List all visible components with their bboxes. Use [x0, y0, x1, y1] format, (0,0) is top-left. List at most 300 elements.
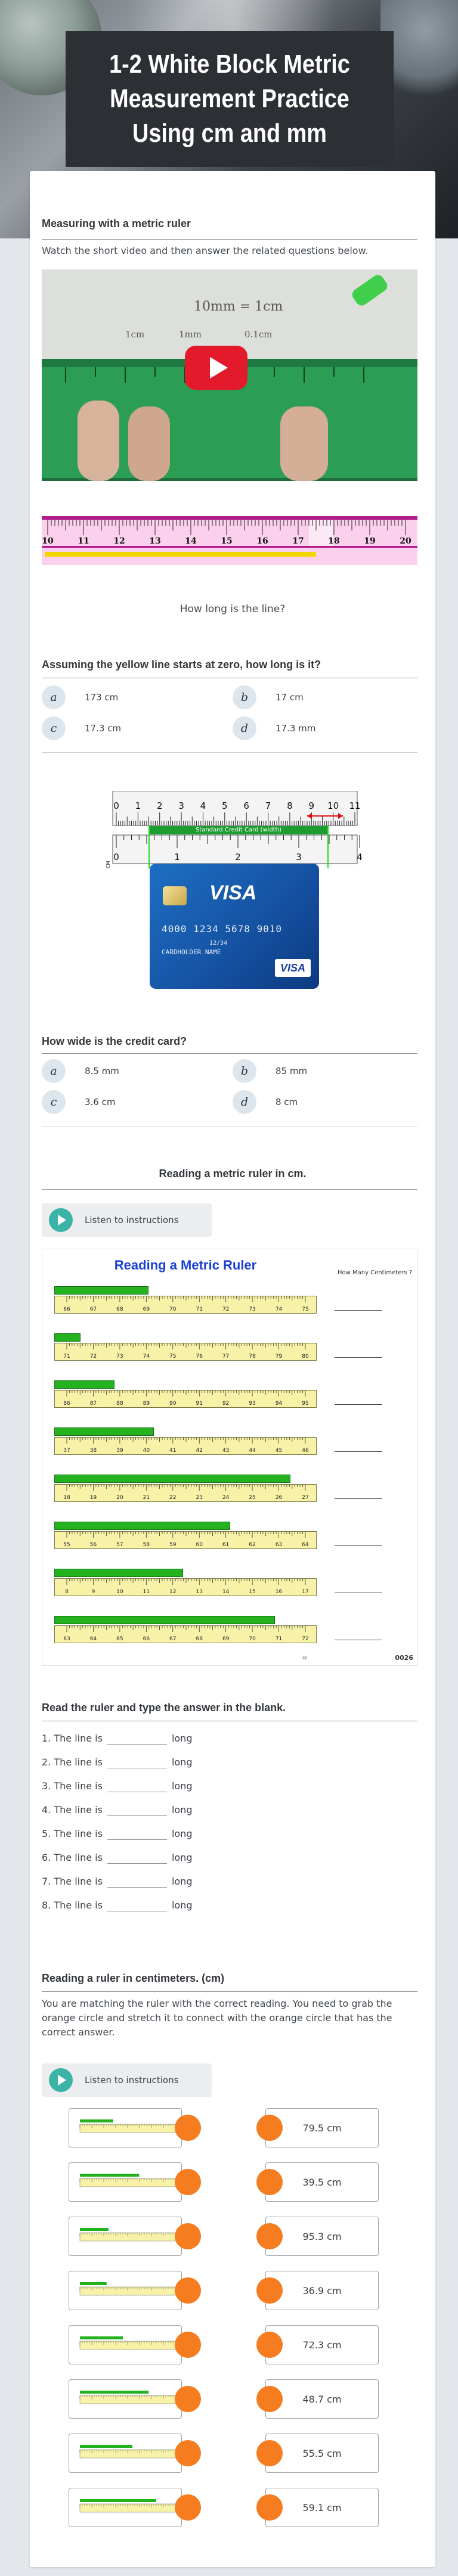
option-b[interactable] [233, 684, 411, 710]
divider [42, 752, 417, 753]
play-button[interactable] [185, 346, 247, 390]
mini-green-line [80, 2174, 139, 2177]
pink-ruler-image [42, 514, 417, 567]
answer-label: 79.5 cm [302, 2122, 342, 2134]
option-letter: d [233, 716, 256, 740]
mini-green-line [80, 2119, 113, 2122]
tick-label: 66 [63, 1306, 70, 1312]
ruler-tick-label: 19 [364, 536, 376, 546]
cm-label: CM [106, 861, 111, 868]
title-banner [66, 31, 394, 167]
tick-label: 22 [169, 1495, 177, 1501]
drop-target-right[interactable] [256, 2494, 283, 2521]
section3-heading: Reading a metric ruler in cm. [159, 1168, 307, 1180]
tick-label: 14 [222, 1589, 230, 1595]
tick-label: 58 [143, 1542, 150, 1548]
tick-label: 94 [275, 1401, 283, 1407]
fill-row-suffix: long [171, 1732, 193, 1744]
drop-target-right[interactable] [256, 2115, 283, 2141]
play-icon [49, 1208, 73, 1232]
drop-target-right[interactable] [256, 2169, 283, 2195]
answer-blank-input[interactable] [107, 1874, 167, 1888]
ruler-tick-label: 15 [221, 536, 233, 546]
drag-handle-left[interactable] [175, 2440, 201, 2466]
fill-row [42, 1753, 280, 1771]
mini-green-line [80, 2228, 109, 2231]
answer-blank-input[interactable] [107, 1827, 167, 1840]
card-holder: CARDHOLDER NAME [162, 948, 221, 956]
tick-label: 87 [89, 1401, 97, 1407]
inch-tick-label: 3 [296, 852, 302, 862]
answer-blank-input[interactable] [107, 1755, 167, 1768]
tick-label: 70 [169, 1306, 177, 1312]
tick-label: 59 [169, 1542, 177, 1548]
drag-handle-left[interactable] [175, 2386, 201, 2412]
mini-green-line [80, 2499, 156, 2502]
tick-label: 8 [65, 1589, 69, 1595]
ruler-tick-label: 10 [42, 536, 54, 546]
ruler-top-edge [42, 516, 417, 520]
fill-row [42, 1824, 280, 1842]
fill-row-suffix: long [171, 1780, 193, 1792]
option-c[interactable] [42, 715, 221, 741]
tick-label: 65 [116, 1636, 123, 1642]
credit-card [150, 864, 319, 989]
worksheet-ruler-row [54, 1380, 412, 1416]
tick-label: 70 [249, 1636, 256, 1642]
video-text-decimal: 0.1cm [245, 329, 273, 340]
tick-label: 41 [169, 1448, 177, 1454]
worksheet-ruler-row [54, 1427, 412, 1463]
ruler-tick-label: 14 [185, 536, 197, 546]
worksheet-ruler-row [54, 1286, 412, 1322]
inch-tick-label: 1 [174, 852, 180, 862]
tick-label: 12 [169, 1589, 177, 1595]
tick-label: 73 [249, 1306, 256, 1312]
option-text: 17.3 cm [85, 722, 122, 734]
ruler-ticks [55, 1296, 317, 1314]
green-line [54, 1427, 154, 1436]
cm-tick-label: 7 [265, 800, 271, 811]
tick-label: 78 [249, 1354, 256, 1360]
answer-options-q2 [42, 1057, 417, 1123]
mini-green-line [80, 2282, 107, 2285]
fill-row-prefix: 6. The line is [42, 1851, 103, 1863]
fill-row-prefix: 1. The line is [42, 1732, 103, 1744]
tick-label: 37 [63, 1448, 70, 1454]
tick-label: 23 [196, 1495, 203, 1501]
yellow-line [45, 552, 316, 557]
section-heading-measuring: Measuring with a metric ruler [42, 218, 191, 229]
mini-ruler [74, 2442, 181, 2466]
drop-target-right[interactable] [256, 2386, 283, 2412]
question-prompt: How long is the line? [180, 603, 286, 615]
tick-label: 72 [222, 1306, 230, 1312]
ruler-tick-label: 11 [78, 536, 89, 546]
option-letter: c [42, 1090, 66, 1114]
worksheet-ruler-row [54, 1333, 412, 1369]
tick-label: 60 [196, 1542, 203, 1548]
tick-label: 73 [116, 1354, 123, 1360]
worksheet-image [42, 1249, 417, 1666]
tick-label: 79 [275, 1354, 283, 1360]
tick-label: 62 [249, 1542, 256, 1548]
option-letter: a [42, 1059, 66, 1083]
fill-row-prefix: 7. The line is [42, 1875, 103, 1887]
answer-blank-input[interactable] [107, 1731, 167, 1745]
ruler-bottom-edge [42, 546, 417, 548]
listen-button-2[interactable] [42, 2063, 212, 2097]
drag-handle-left[interactable] [175, 2332, 201, 2358]
yellow-ruler [54, 1578, 317, 1596]
cm-ruler-body [113, 791, 357, 825]
worksheet-footer-left: cc [302, 1655, 308, 1661]
option-text: 85 mm [276, 1065, 308, 1076]
fill-row [42, 1896, 280, 1914]
tick-label: 64 [89, 1636, 97, 1642]
tick-label: 18 [63, 1495, 70, 1501]
tick-label: 92 [222, 1401, 230, 1407]
inch-tick-label: 4 [357, 852, 363, 862]
ruler-tick-label: 18 [328, 536, 340, 546]
light-streak [131, 0, 334, 36]
tick-label: 26 [275, 1495, 283, 1501]
tick-label: 93 [249, 1401, 256, 1407]
chip-icon [163, 886, 187, 905]
tick-label: 63 [275, 1542, 283, 1548]
tick-label: 45 [275, 1448, 283, 1454]
ruler-card [69, 2434, 182, 2473]
cm-tick-label: 3 [178, 800, 184, 811]
ruler-tick-label: 20 [400, 536, 411, 546]
ruler-tick-label: 16 [256, 536, 268, 546]
tick-label: 91 [196, 1401, 203, 1407]
worksheet-ruler-row [54, 1475, 412, 1510]
option-text: 173 cm [85, 691, 119, 703]
drag-handle-left[interactable] [175, 2169, 201, 2195]
answer-label: 36.9 cm [302, 2285, 342, 2296]
tick-label: 63 [63, 1636, 70, 1642]
tick-label: 17 [302, 1589, 309, 1595]
worksheet-side-label: How Many Centimeters ? [338, 1270, 413, 1276]
divider [42, 1053, 417, 1054]
tick-label: 89 [143, 1401, 150, 1407]
mini-ruler [74, 2497, 181, 2521]
option-text: 17 cm [276, 691, 304, 703]
ruler-ticks [55, 1579, 317, 1597]
worksheet-answer-line [335, 1357, 382, 1358]
tick-label: 16 [275, 1589, 283, 1595]
worksheet-answer-line [335, 1451, 382, 1452]
inch-tick-label: 0 [113, 852, 119, 862]
drag-handle-left[interactable] [175, 2494, 201, 2521]
worksheet-answer-line [335, 1310, 382, 1311]
inch-tick-label: 2 [235, 852, 241, 862]
tick-label: 71 [63, 1354, 70, 1360]
tick-label: 13 [196, 1589, 203, 1595]
yellow-ruler [54, 1625, 317, 1643]
visa-logo: VISA [209, 882, 257, 904]
card-width-banner: Standard Credit Card (width) [150, 826, 327, 834]
video-text-cm: 1cm [125, 329, 145, 340]
option-text: 17.3 mm [276, 722, 316, 734]
matching-instruction: You are matching the ruler with the correct reading. You need to grab the orange circle and stretch it to connect with the orange circle that has the correct answer. [42, 1998, 392, 2038]
cm-tick-label: 11 [349, 800, 361, 811]
ruler-card [69, 2108, 182, 2147]
credit-card-image [92, 791, 367, 994]
green-line [54, 1475, 290, 1483]
cm-tick-label: 1 [135, 800, 141, 811]
green-line [54, 1616, 275, 1624]
mini-ruler [74, 2280, 181, 2304]
worksheet-ruler-row [54, 1569, 412, 1604]
fill-row-suffix: long [171, 1804, 193, 1815]
drop-target-right[interactable] [256, 2332, 283, 2358]
answer-label: 55.5 cm [302, 2447, 342, 2459]
worksheet-ruler-row [54, 1522, 412, 1557]
cm-tick-label: 8 [287, 800, 293, 811]
fill-row [42, 1729, 280, 1747]
tick-label: 71 [196, 1306, 203, 1312]
worksheet-answer-line [335, 1498, 382, 1499]
tick-label: 42 [196, 1448, 203, 1454]
mini-ruler [74, 2334, 181, 2358]
worksheet-answer-line [335, 1545, 382, 1546]
tick-label: 57 [116, 1542, 123, 1548]
video-instruction: Watch the short video and then answer the related questions below. [42, 245, 369, 256]
tick-label: 71 [275, 1636, 283, 1642]
answer-blank-input[interactable] [107, 1803, 167, 1816]
tick-label: 67 [89, 1306, 97, 1312]
tick-label: 61 [222, 1542, 230, 1548]
option-letter: b [233, 685, 256, 709]
divider [42, 1991, 417, 1992]
option-letter: b [233, 1059, 256, 1083]
mini-ruler [74, 2388, 181, 2412]
yellow-ruler [54, 1296, 317, 1314]
mini-ruler [74, 2117, 181, 2141]
option-d[interactable] [233, 715, 411, 741]
fill-row [42, 1848, 280, 1866]
drag-handle-left[interactable] [175, 2115, 201, 2141]
section5-heading: Reading a ruler in centimeters. (cm) [42, 1972, 225, 1984]
yellow-ruler [54, 1343, 317, 1361]
answer-options-q1 [42, 684, 417, 749]
tick-label: 72 [302, 1636, 309, 1642]
fill-row-prefix: 3. The line is [42, 1780, 103, 1792]
ruler-ticks [55, 1391, 317, 1408]
option-text: 8 cm [276, 1096, 298, 1107]
fill-row-prefix: 5. The line is [42, 1827, 103, 1839]
card-number: 4000 1234 5678 9010 [162, 923, 283, 935]
tick-label: 76 [196, 1354, 203, 1360]
answer-label: 95.3 cm [302, 2230, 342, 2242]
green-line [54, 1286, 148, 1295]
fill-row-prefix: 4. The line is [42, 1804, 103, 1815]
ruler-ticks [55, 1626, 317, 1644]
play-icon [49, 2068, 73, 2092]
fill-row-suffix: long [171, 1875, 193, 1887]
worksheet-answer-line [335, 1404, 382, 1405]
ruler-card [69, 2325, 182, 2364]
tick-label: 19 [89, 1495, 97, 1501]
tick-label: 21 [143, 1495, 150, 1501]
tick-label: 72 [89, 1354, 97, 1360]
card-valid: 12/34 [209, 940, 228, 946]
mini-ruler [74, 2226, 181, 2249]
tick-label: 40 [143, 1448, 150, 1454]
green-line [54, 1522, 230, 1530]
ruler-tick-label: 12 [113, 536, 125, 546]
answer-label: 59.1 cm [302, 2501, 342, 2513]
tick-label: 77 [222, 1354, 230, 1360]
tick-label: 67 [169, 1636, 177, 1642]
divider [42, 1189, 417, 1190]
tick-label: 24 [222, 1495, 230, 1501]
drag-handle-left[interactable] [175, 2277, 201, 2304]
tick-label: 46 [302, 1448, 309, 1454]
fill-row-suffix: long [171, 1756, 193, 1768]
tick-label: 69 [143, 1306, 150, 1312]
tick-label: 55 [63, 1542, 70, 1548]
option-letter: d [233, 1090, 256, 1114]
tick-label: 44 [249, 1448, 256, 1454]
ruler-ticks [55, 1438, 317, 1455]
listen-button-1[interactable] [42, 1203, 212, 1237]
content-card [30, 171, 435, 2567]
cm-tick-label: 2 [156, 800, 163, 811]
question1-heading: Assuming the yellow line starts at zero, how long is it? [42, 659, 321, 671]
option-c[interactable] [42, 1088, 221, 1115]
tick-label: 90 [169, 1401, 177, 1407]
cm-tick-label: 9 [308, 800, 315, 811]
ruler-tick-label: 13 [149, 536, 161, 546]
tick-label: 68 [116, 1306, 123, 1312]
listen-label: Listen to instructions [85, 2075, 179, 2085]
divider [42, 239, 417, 240]
fill-row [42, 1801, 280, 1818]
drop-target-right[interactable] [256, 2440, 283, 2466]
tick-label: 69 [222, 1636, 230, 1642]
cm-tick-label: 0 [113, 800, 119, 811]
tick-label: 20 [116, 1495, 123, 1501]
tick-label: 9 [91, 1589, 95, 1595]
tick-label: 64 [302, 1542, 309, 1548]
yellow-ruler [54, 1390, 317, 1408]
answer-label: 72.3 cm [302, 2339, 342, 2351]
cm-tick-label: 10 [327, 800, 339, 811]
yellow-ruler [54, 1484, 317, 1502]
answer-blank-input[interactable] [107, 1779, 167, 1792]
drop-target-right[interactable] [256, 2223, 283, 2249]
cm-tick-label: 6 [243, 800, 249, 811]
fill-row-prefix: 2. The line is [42, 1756, 103, 1768]
answer-blank-input[interactable] [107, 1851, 167, 1864]
mini-green-line [80, 2445, 132, 2448]
ruler-ticks [55, 1343, 317, 1361]
green-line [54, 1569, 183, 1577]
tick-label: 75 [302, 1306, 309, 1312]
page-title: 1-2 White Block Metric Measurement Practice Using cm and mm [109, 49, 350, 148]
answer-label: 39.5 cm [302, 2176, 342, 2188]
tick-label: 95 [302, 1401, 309, 1407]
tick-label: 74 [275, 1306, 283, 1312]
tick-label: 27 [302, 1495, 309, 1501]
worksheet-ruler-row [54, 1616, 412, 1652]
tick-label: 75 [169, 1354, 177, 1360]
listen-label: Listen to instructions [85, 1215, 179, 1225]
option-text: 3.6 cm [85, 1096, 116, 1107]
tick-label: 15 [249, 1589, 256, 1595]
question2-heading: How wide is the credit card? [42, 1035, 187, 1047]
option-b[interactable] [233, 1057, 411, 1084]
fill-row [42, 1872, 280, 1890]
yellow-ruler [54, 1531, 317, 1549]
option-a[interactable] [42, 684, 221, 710]
ruler-card [69, 2271, 182, 2310]
worksheet-footer-right: 0026 [395, 1654, 413, 1662]
option-text: 8.5 mm [85, 1065, 119, 1076]
tick-label: 80 [302, 1354, 309, 1360]
tick-label: 68 [196, 1636, 203, 1642]
visa-small-logo: VISA [275, 959, 311, 977]
tick-label: 43 [222, 1448, 230, 1454]
ruler-ticks [55, 1485, 317, 1503]
drop-target-right[interactable] [256, 2277, 283, 2304]
mini-green-line [80, 2336, 123, 2339]
fill-row [42, 1777, 280, 1795]
ruler-card [69, 2379, 182, 2419]
cm-tick-label: 5 [222, 800, 228, 811]
fill-row-prefix: 8. The line is [42, 1899, 103, 1911]
tick-label: 25 [249, 1495, 256, 1501]
option-a[interactable] [42, 1057, 221, 1084]
video-text-equation: 10mm = 1cm [194, 299, 283, 314]
tick-label: 39 [116, 1448, 123, 1454]
fill-row-suffix: long [171, 1851, 193, 1863]
mini-ruler [74, 2171, 181, 2195]
green-line [54, 1380, 114, 1389]
ruler-tick-label: 17 [292, 536, 304, 546]
video-player[interactable] [42, 269, 417, 481]
ruler-card [69, 2217, 182, 2256]
answer-blank-input[interactable] [107, 1898, 167, 1911]
video-text-mm: 1mm [179, 329, 202, 340]
cm-tick-label: 4 [200, 800, 206, 811]
yellow-ruler [54, 1437, 317, 1455]
option-d[interactable] [233, 1088, 411, 1115]
answer-label: 48.7 cm [302, 2393, 342, 2405]
tick-label: 10 [116, 1589, 123, 1595]
drag-handle-left[interactable] [175, 2223, 201, 2249]
ruler-card [69, 2162, 182, 2202]
section4-heading: Read the ruler and type the answer in the blank. [42, 1702, 286, 1714]
tick-label: 38 [89, 1448, 97, 1454]
worksheet-title: Reading a Metric Ruler [114, 1258, 257, 1273]
ruler-ticks [55, 1532, 317, 1550]
fill-row-suffix: long [171, 1827, 193, 1839]
mini-green-line [80, 2391, 148, 2394]
tick-label: 66 [143, 1636, 150, 1642]
tick-label: 11 [143, 1589, 150, 1595]
tick-label: 56 [89, 1542, 97, 1548]
option-letter: c [42, 716, 66, 740]
tick-label: 74 [143, 1354, 150, 1360]
green-line [54, 1333, 81, 1342]
ruler-card [69, 2488, 182, 2527]
option-letter: a [42, 685, 66, 709]
pink-ruler [42, 514, 417, 567]
